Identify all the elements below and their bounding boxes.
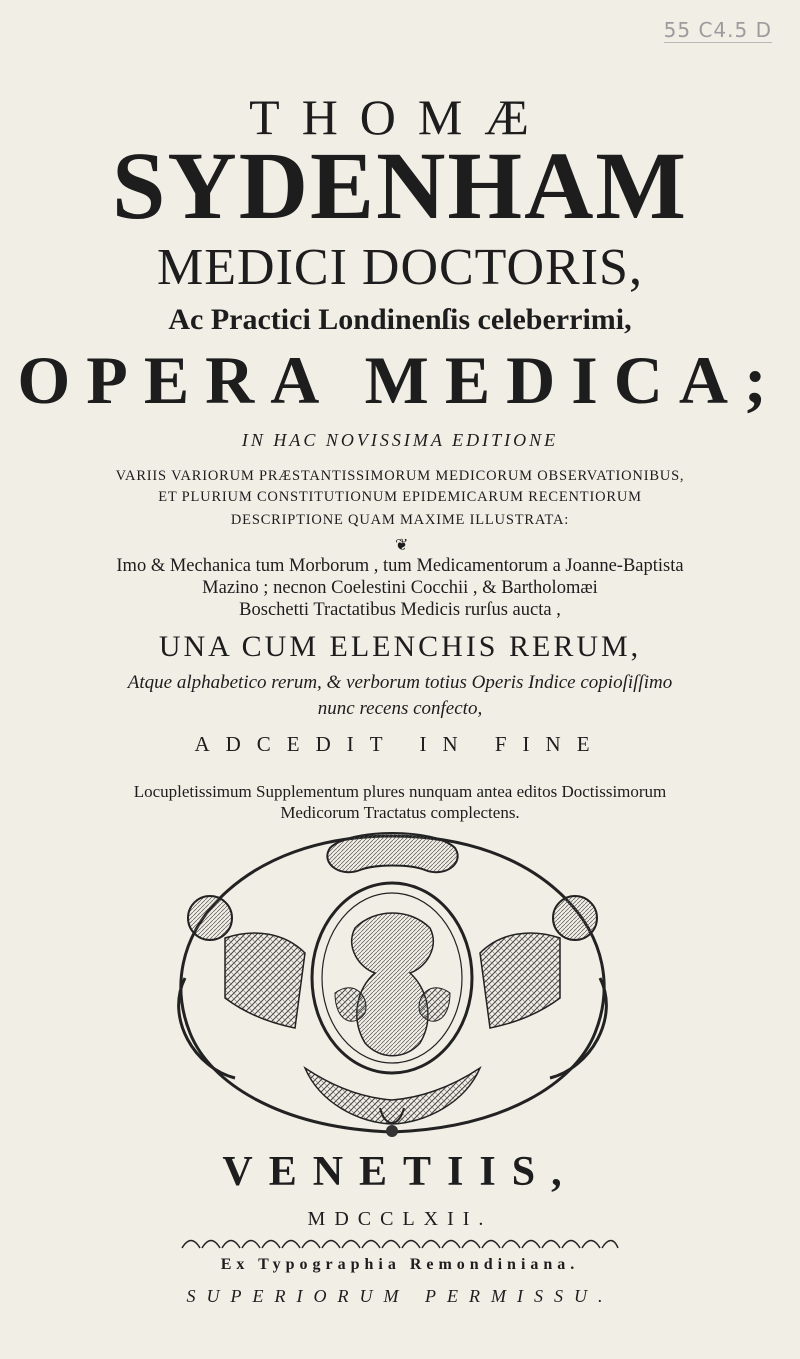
shelfmark: 55 C4.5 D bbox=[663, 18, 772, 42]
supplement-line-1: Locupletissimum Supplementum plures nunquam antea editos Doctissimorum bbox=[133, 782, 667, 801]
imprint-place: VENETIIS, bbox=[222, 1149, 578, 1195]
author-qualifier: Ac Practici Londinenſis celeberrimi, bbox=[168, 303, 632, 336]
author-first-name: THOMÆ bbox=[249, 89, 551, 145]
ornamental-rule-icon bbox=[180, 1238, 620, 1250]
edition-line: IN HAC NOVISSIMA EDITIONE bbox=[241, 430, 559, 450]
author-last-name: SYDENHAM bbox=[111, 132, 688, 239]
work-title: OPERA MEDICA; bbox=[17, 342, 783, 418]
variis-line-2: ET PLURIUM CONSTITUTIONUM EPIDEMICARUM RECENTIORUM bbox=[158, 489, 642, 505]
fleuron-icon: ❦ bbox=[395, 535, 409, 554]
author-degree: MEDICI DOCTORIS, bbox=[157, 239, 643, 296]
variis-line-1: VARIIS VARIORUM PRÆSTANTISSIMORUM MEDICORUM OBSERVATIONIBUS, bbox=[115, 468, 685, 484]
index-line-2: nunc recens confecto, bbox=[317, 698, 483, 719]
printer-device-icon bbox=[165, 828, 620, 1140]
una-cum-line: UNA CUM ELENCHIS RERUM, bbox=[158, 630, 642, 663]
supplement-line-2: Medicorum Tractatus complectens. bbox=[280, 803, 520, 822]
index-line-1: Atque alphabetico rerum, & verborum totius Operis Indice copioſiſſimo bbox=[127, 672, 673, 693]
imprint-printer: Ex Typographia Remondiniana. bbox=[220, 1256, 580, 1273]
variis-line-3: DESCRIPTIONE QUAM MAXIME ILLUSTRATA: bbox=[230, 512, 570, 528]
imprint-year: MDCCLXII. bbox=[307, 1208, 493, 1230]
imo-line-1: Imo & Mechanica tum Morborum , tum Medicamentorum a Joanne-Baptista bbox=[116, 556, 684, 576]
adcedit-line: ADCEDIT IN FINE bbox=[194, 732, 606, 756]
imo-line-2: Mazino ; necnon Coelestini Cocchii , & Bartholomæi bbox=[202, 578, 598, 598]
imo-line-3: Boschetti Tractatibus Medicis rurſus aucta , bbox=[239, 600, 561, 620]
imprint-permission: SUPERIORUM PERMISSU. bbox=[186, 1286, 614, 1306]
